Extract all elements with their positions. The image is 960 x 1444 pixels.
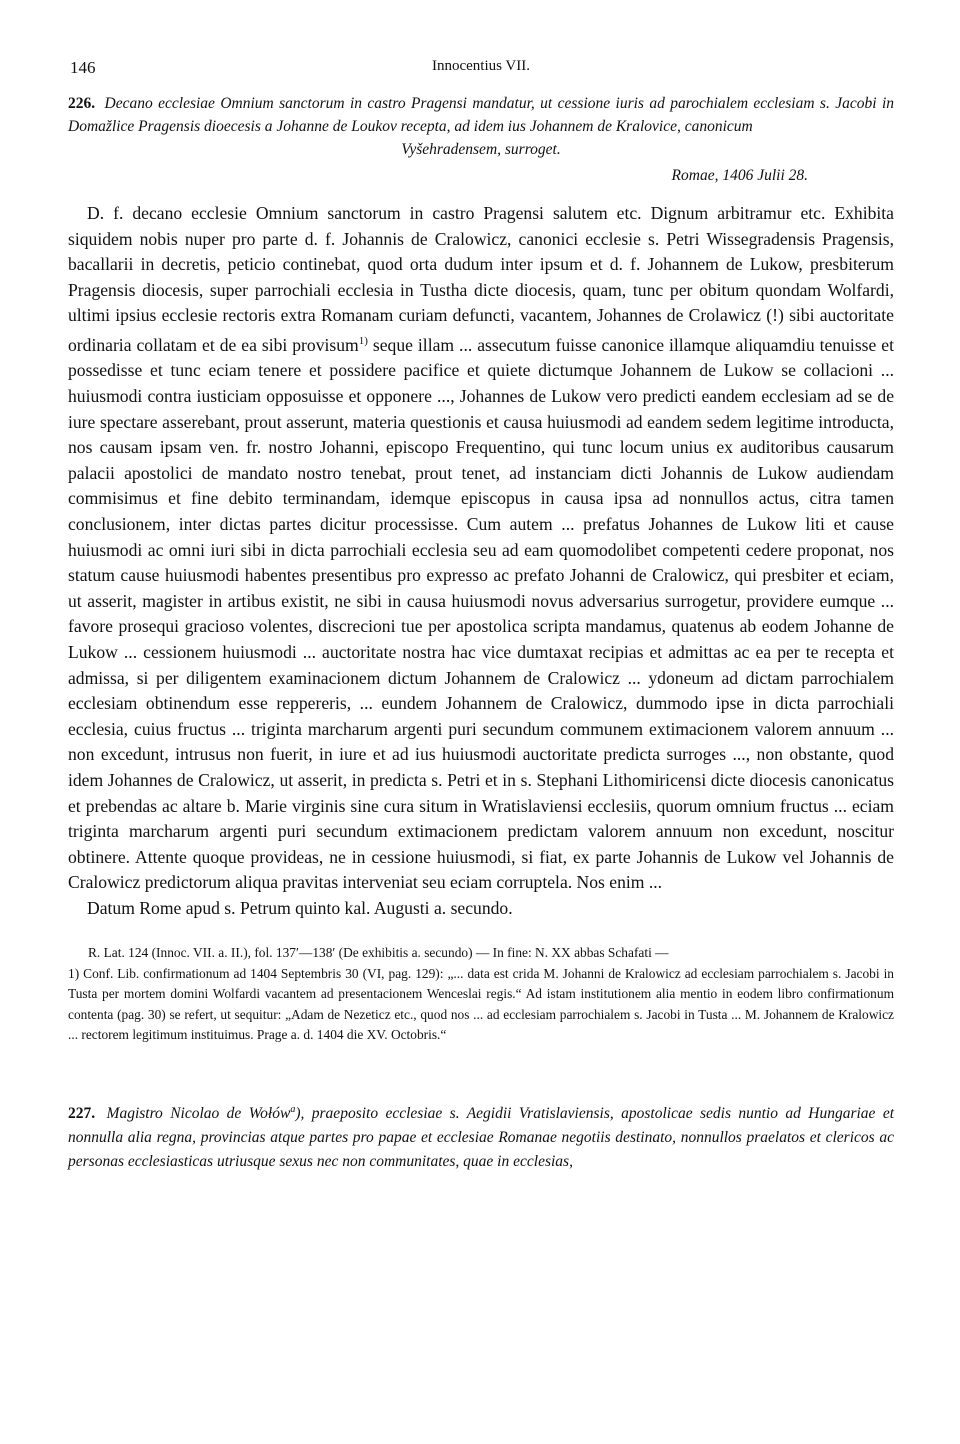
body-text-continued: seque illam ... assecutum fuisse canonice illamque aliquamdiu tenuisse et possedisse et tunc eciam tenere et possidere pacifice et quiete dictumque Johannem de Lukow se collacioni ... huiusmodi contra iusticiam opposuisse et opponere ..., Johannes de Lukow vero predicti eandem ecclesiam ad se de iure spectare asserebant, prout asserunt, materia questionis et causa huiusmodi ad eandem sedem legitime introducta, nos causam ipsam ven. fr. nostro Johanni, episcopo Frequentino, qui tunc locum unius ex auditoribus causarum palacii apostolici de mandato nostro tenebat, prout tenet, ad instanciam dicti Johannis de Lukow audiendam commisimus et fine debito terminandam, idemque episcopus in causa ipsa ad nonnullos actus, citra tamen conclusionem, inter dictas partes dicitur processisse. Cum autem ... prefatus Johannes de Lukow liti et cause huiusmodi ac omni iuri sibi in dicta parrochiali ecclesia seu ad eam quomodolibet competenti cedere proponat, nos statum cause huiusmodi habentes presentibus pro expresso ac prefato Johanni de Cralowicz, qui presbiter et eciam, ut asserit, magister in artibus existit, ne sibi in causa huiusmodi novus adversarius surrogetur, providere eumque ... favore prosequi gracioso volentes, discrecioni tue per apostolica scripta mandamus, quatenus ab eodem Johanne de Lukow ... cessionem huiusmodi ... auctoritate nostra hac vice dumtaxat recipias et admittas ac ea per te recepta et admissa, si per diligentem examinacionem dictum Johannem de Cralowicz ... ydoneum ad dictam parrochialem ecclesiam obtinendum esse reppereris, ... eundem Johannem de Cralowicz, dummodo ipse in dicta parrochiali ecclesia, cuius fructus ... triginta marcharum argenti puri secundum communem extimacionem valorem annuum ... non excedunt, intrusus non fuerit, in iure et ad ius huiusmodi auctoritate predicta surroges ..., non obstante, quod idem Johannes de Cralowicz, ut asserit, in predicta s. Petri et in s. Stephani Lithomiricensi dicte diocesis canonicatus et prebendas ac altare b. Marie virginis sine cura situm in Wratislaviensi ecclesiis, quorum omnium fructus ... eciam triginta marcharum argenti puri secundum extimacionem predictam valorem annuum non excedunt, noscitur obtinere. Attente quoque provideas, ne in cessione huiusmodi, si fiat, ex parte Johannis de Lukow vel Johannis de Cralowicz predictorum aliqua pravitas interveniat seu eciam corruptela. Nos enim ... bbox=[68, 334, 894, 893]
datum-line: Datum Rome apud s. Petrum quinto kal. Augusti a. secundo. bbox=[87, 897, 513, 918]
page-number: 146 bbox=[70, 58, 96, 77]
summary-text-continued: ), praeposito ecclesiae s. Aegidii Vratislaviensis, apostolicae sedis nuntio ad Hungariae et nonnulla alia regna, provincias atque partes pro papae et ecclesiae Romanae negotiis destinato, nonnullos praelatos et clericos ac personas ecclesiasticas utriusque sexus nec non communitates, quae in ecclesias, bbox=[68, 1105, 895, 1171]
entry-number: 226. bbox=[68, 95, 96, 112]
source-notes bbox=[68, 943, 894, 1046]
footnote-marker: a bbox=[290, 1103, 296, 1115]
entry-summary bbox=[68, 92, 894, 138]
place-date: Romae, 1406 Julii 28. bbox=[671, 167, 808, 184]
entry-227 bbox=[68, 1098, 894, 1174]
summary-text: Decano ecclesiae Omnium sanctorum in castro Pragensi mandatur, ut cessione iuris ad parochialem ecclesiam s. Jacobi in Domažlice Pragensis dioecesis a Johanne de Loukov recepta, ad idem ius Johannem de Kralovice, canonicum bbox=[68, 95, 894, 135]
body-text: D. f. decano ecclesie Omnium sanctorum in castro Pragensi salutem etc. Dignum arbitramur etc. Exhibita siquidem nobis nuper pro parte d. f. Johannis de Cralowicz, canonici ecclesie s. Petri Wissegradensis Pragensis, bacallarii in decretis, peticio continebat, quod orta dudum inter ipsum et d. f. Johannem de Lukow, presbiterum Pragensis diocesis, super parrochiali ecclesia in Tustha dicte diocesis, quam, tunc per obitum quondam Wolfardi, ultimi ipsius ecclesie rectoris extra Romanam curiam defuncti, vacantem, Johannes de Crolawicz (!) sibi auctoritate ordinaria collatam et de ea sibi provisum bbox=[68, 203, 894, 355]
summary-text: Magistro Nicolao de Wołów bbox=[106, 1105, 291, 1123]
running-head bbox=[68, 58, 894, 92]
entry-number: 227. bbox=[68, 1105, 96, 1123]
summary-last-line: Vyšehradensem, surroget. bbox=[401, 141, 561, 158]
document-body bbox=[68, 201, 894, 896]
entry-226 bbox=[68, 92, 894, 1046]
footnote-marker: 1) bbox=[358, 334, 368, 347]
footnote-1: 1) Conf. Lib. confirmationum ad 1404 Septembris 30 (VI, pag. 129): „... data est crida M. Johanni de Kralowicz ad ecclesiam parrochialem s. Jacobi in Tusta per mortem domini Wolfardi vacantem ad presentacionem Wenceslai regis.“ Ad istam institutionem alia mentio in eodem libro confirmationum contenta (pag. 30) se refert, ut sequitur: „Adam de Nezeticz etc., quod nos ... ad ecclesiam parrochialem s. Jacobi in Tusta ... M. Johannem de Kralowicz ... rectorem legitimum instituimus. Prage a. d. 1404 die XV. Octobris.“ bbox=[68, 965, 894, 1043]
running-title: Innocentius VII. bbox=[431, 58, 531, 74]
source-note: R. Lat. 124 (Innoc. VII. a. II.), fol. 137′—138′ (De exhibitis a. secundo) — In fine: N. XX abbas Schafati — bbox=[88, 945, 669, 961]
